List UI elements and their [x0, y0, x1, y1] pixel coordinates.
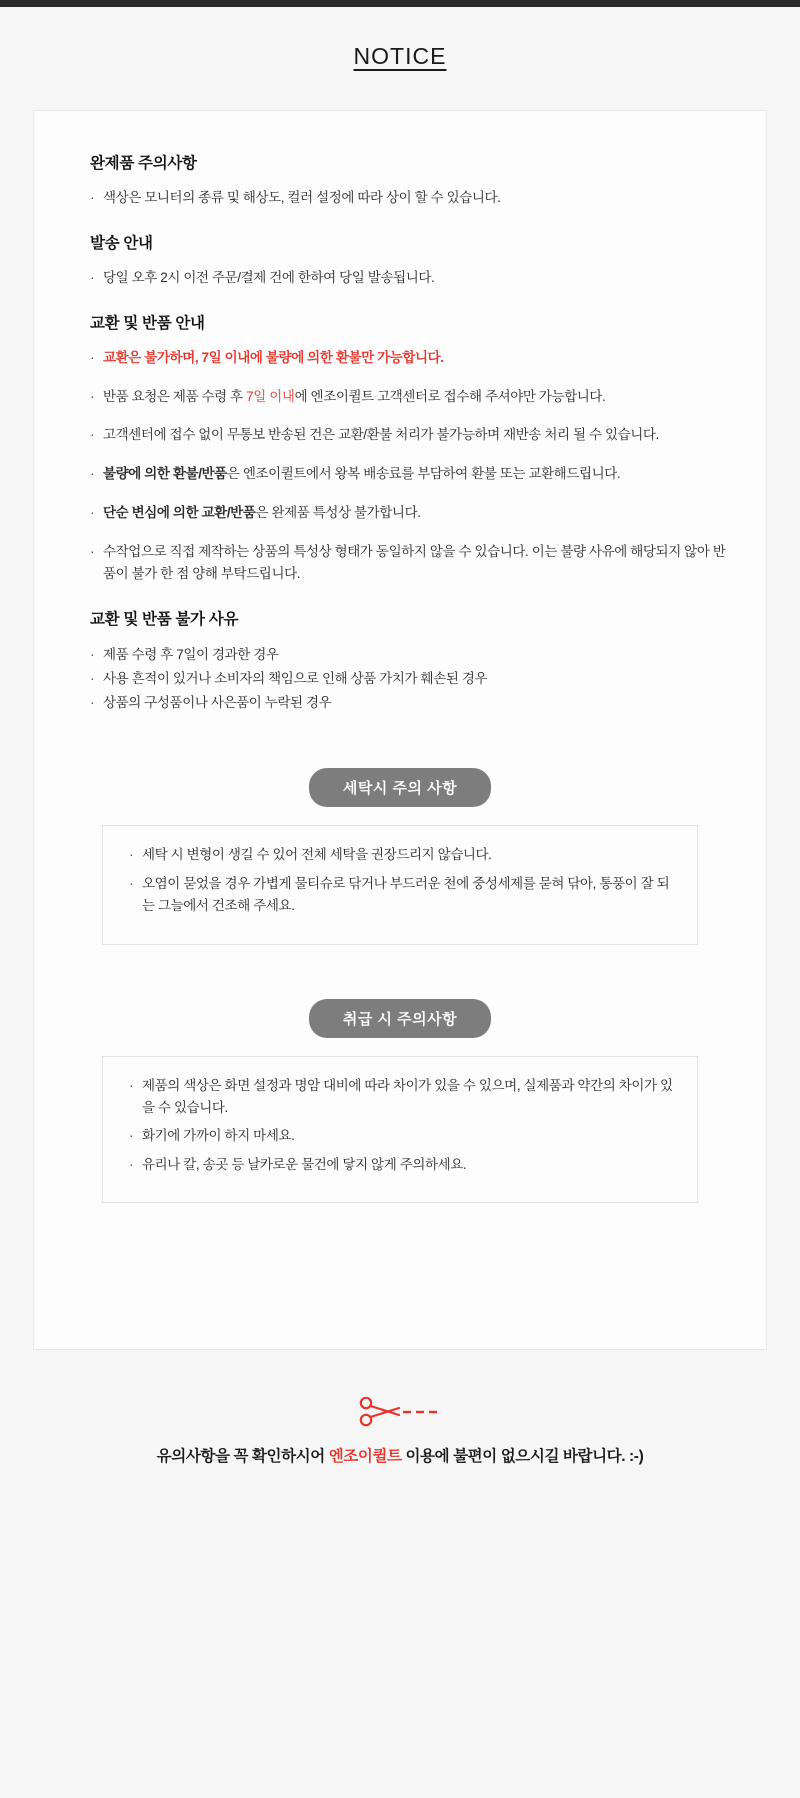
scissors-divider [0, 1396, 800, 1436]
text-run: 7일 이내 [246, 388, 295, 404]
list-item [129, 1154, 675, 1176]
text-run: 단순 변심에 의한 교환/반품 [103, 505, 256, 521]
section-bullet-list [90, 187, 738, 209]
scissors-icon [355, 1396, 445, 1430]
page-title: NOTICE [353, 43, 447, 69]
footer-post: 이용에 불편이 없으시길 바랍니다. :-) [401, 1448, 644, 1465]
text-run: 색상은 모니터의 종류 및 해상도, 컬러 설정에 따라 상이 할 수 있습니다. [103, 190, 501, 205]
text-run: 은 엔조이퀼트에서 왕복 배송료를 부담하여 환불 또는 교환해드립니다. [226, 466, 621, 482]
footer-pre: 유의사항을 꼭 확인하시어 [156, 1448, 329, 1465]
list-item [90, 691, 738, 714]
list-item [90, 187, 738, 209]
care-bullet-list [129, 1075, 675, 1177]
text-run: 화기에 가까이 하지 마세요. [142, 1128, 295, 1144]
list-item [129, 844, 675, 866]
text-run: 유리나 칼, 송곳 등 날카로운 물건에 닿지 않게 주의하세요. [142, 1156, 467, 1172]
list-item [90, 502, 738, 524]
list-item [90, 267, 738, 289]
text-run: 고객센터에 접수 없이 무통보 반송된 건은 교환/환불 처리가 불가능하며 재반송 처리 될 수 있습니다. [103, 427, 659, 443]
text-run: 불량에 의한 환불/반품 [103, 466, 227, 482]
care-sections [62, 768, 738, 1203]
list-item [129, 873, 675, 918]
text-run: 당일 오후 2시 이전 주문/결제 건에 한하여 당일 발송됩니다. [103, 269, 435, 285]
section-bullet-list [90, 347, 738, 585]
list-item [129, 1075, 675, 1120]
top-bar [0, 0, 800, 7]
text-run: 제품의 색상은 화면 설정과 명암 대비에 따라 차이가 있을 수 있으며, 실제품과 약간의 차이가 있을 수 있습니다. [142, 1077, 673, 1116]
text-run: 상품의 구성품이나 사은품이 누락된 경우 [103, 695, 332, 711]
care-pill-label: 세탁시 주의 사항 [309, 768, 491, 807]
care-detail-box [102, 825, 698, 944]
list-item [90, 541, 738, 585]
notice-card [33, 110, 767, 1350]
text-run: 수작업으로 직접 제작하는 상품의 특성상 형태가 동일하지 않을 수 있습니다. 이는 불량 사유에 해당되지 않아 반품이 불가 한 점 양해 부탁드립니다. [103, 544, 726, 581]
text-run: 교환은 불가하며, 7일 이내에 불량에 의한 환불만 가능합니다. [103, 349, 444, 365]
text-run: 반품 요청은 제품 수령 후 [103, 388, 247, 404]
section-bullet-list [90, 643, 738, 715]
section-bullet-list [90, 267, 738, 289]
care-pill-wrap [62, 768, 738, 807]
text-run: 에 엔조이퀼트 고객센터로 접수해 주셔야만 가능합니다. [294, 388, 606, 404]
care-bullet-list [129, 844, 675, 917]
text-run: 오염이 묻었을 경우 가볍게 물티슈로 닦거나 부드러운 천에 중성세제를 묻혀 닦아, 통풍이 잘 되는 그늘에서 건조해 주세요. [142, 875, 670, 914]
list-item [90, 463, 738, 485]
section-heading: 교환 및 반품 불가 사유 [90, 610, 239, 628]
list-item [90, 386, 738, 408]
policy-sections [62, 151, 738, 714]
care-detail-box [102, 1056, 698, 1204]
footer-brand: 엔조이퀼트 [328, 1448, 402, 1465]
care-pill-label: 취급 시 주의사항 [309, 999, 491, 1038]
section-heading: 교환 및 반품 안내 [90, 314, 205, 332]
footer-message [0, 1444, 800, 1506]
text-run: 은 완제품 특성상 불가합니다. [255, 505, 421, 521]
care-pill-wrap [62, 999, 738, 1038]
list-item [90, 424, 738, 446]
section-heading: 발송 안내 [90, 234, 153, 252]
text-run: 사용 흔적이 있거나 소비자의 책임으로 인해 상품 가치가 훼손된 경우 [103, 670, 488, 686]
list-item [90, 667, 738, 690]
list-item [129, 1125, 675, 1147]
list-item [90, 347, 738, 369]
text-run: 세탁 시 변형이 생길 수 있어 전체 세탁을 권장드리지 않습니다. [142, 847, 492, 863]
section-heading: 완제품 주의사항 [90, 155, 197, 172]
text-run: 제품 수령 후 7일이 경과한 경우 [103, 646, 279, 662]
list-item [90, 643, 738, 666]
